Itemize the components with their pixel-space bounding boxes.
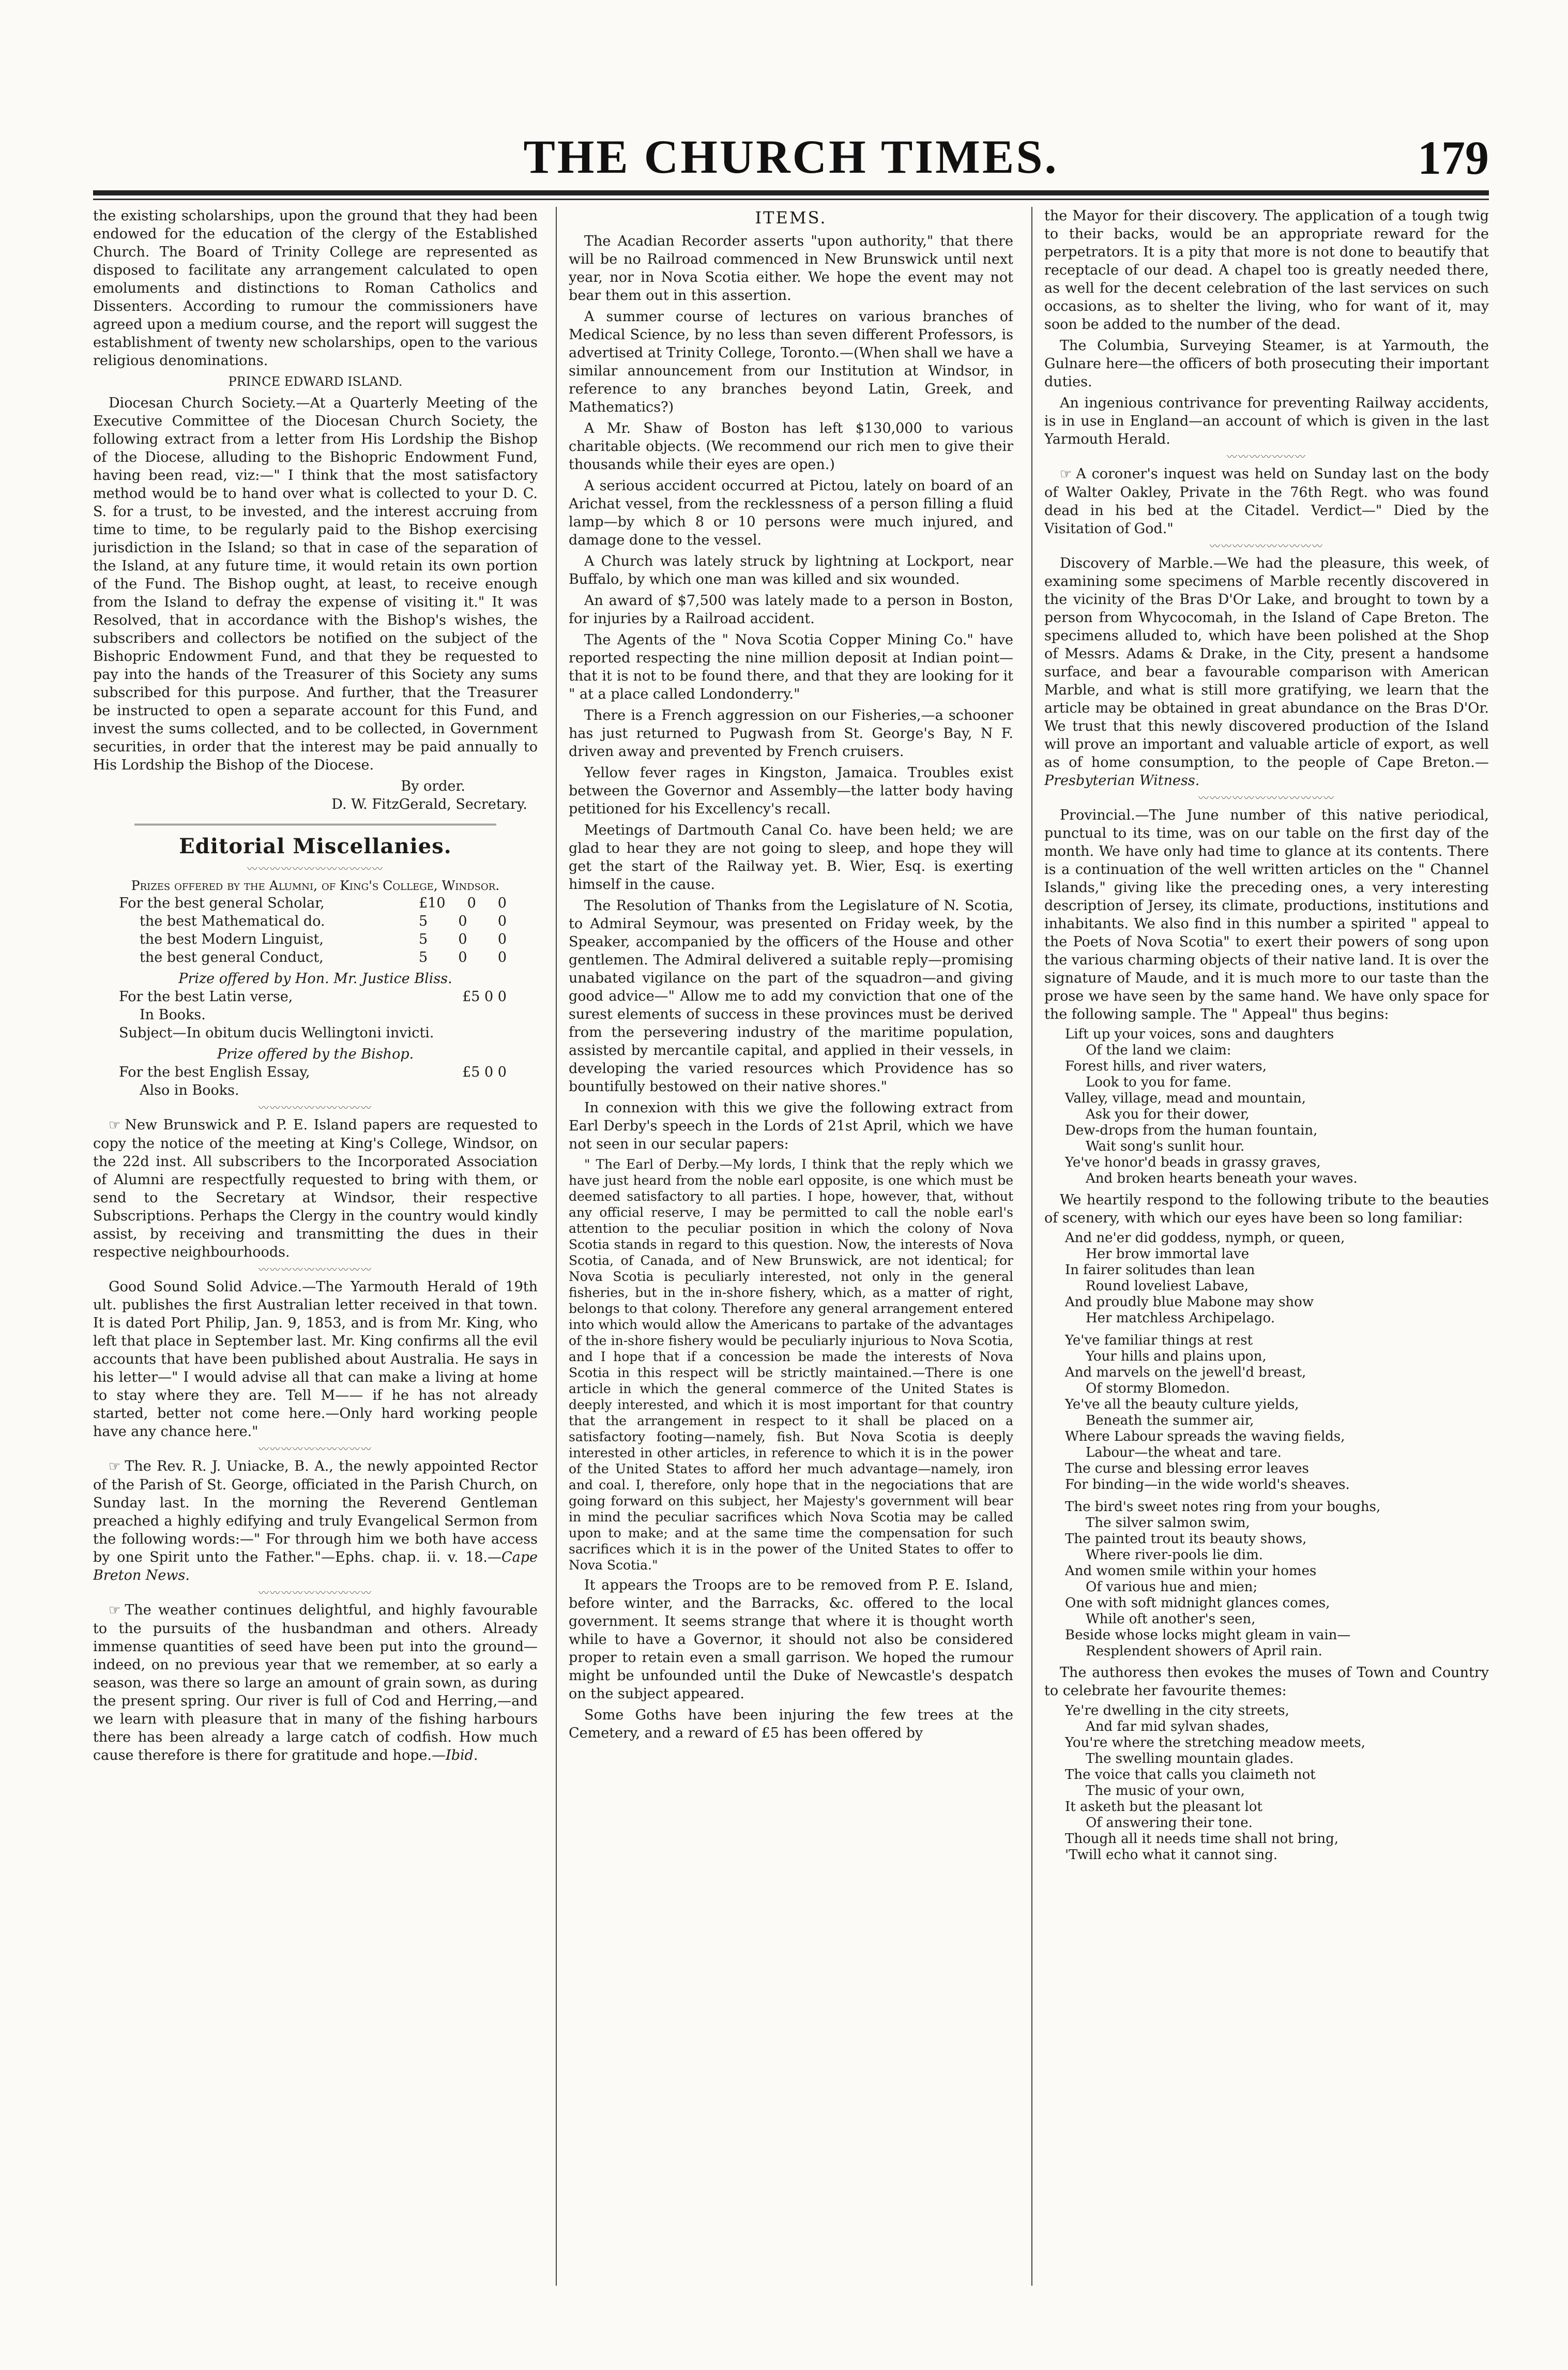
poem-line: Though all it needs time shall not bring, [1065,1831,1339,1847]
prize-label: the best Modern Linguist, [140,931,324,947]
ornament-wave: 〰〰〰〰〰〰〰〰〰〰 [258,1443,372,1455]
item-paragraph: An ingenious contrivance for preventing Railway accidents, is in use in England—an account of which is given in the last Yarmouth Herald. [1044,395,1489,447]
item-paragraph: An award of $7,500 was lately made to a person in Boston, for injuries by a Railroad accident. [569,593,1013,627]
ornament-wave: 〰〰〰〰〰〰〰〰〰〰〰〰 [247,863,384,875]
prize-row [93,948,538,967]
poem-line: Of answering their tone. [1086,1815,1253,1831]
poem-line: You're where the stretching meadow meets, [1065,1735,1366,1750]
prize-label: For the best English Essay, [119,1064,310,1080]
prize-amount-part: 0 [497,895,507,911]
ornament-wave: 〰〰〰〰〰〰〰〰〰〰 [1210,540,1323,552]
article-scholarships: the existing scholarships, upon the ground that they had been endowed for the education of the clergy of the Established Church. The Board of Trinity College are represented as disposed to facilitate any arrangement calculated to open emoluments and distinctions to Roman Catholics and Dissenters. According to rumour the commissioners have agreed upon a medium course, and the report will suggest the establishment of twenty new scholarships, open to the various religious denominations. [93,208,538,369]
poem-line: Forest hills, and river waters, [1065,1059,1267,1074]
article-provincial: Provincial.—The June number of this native periodical, punctual to its time, was on our table on the first day of the month. We have only had time to glance at its contents. There is a continuation of the well written articles on the " Channel Islands," giving like the preceding ones, a very interesting description of Jersey, its climate, productions, institutions and inhabitants. We also find in this number a spirited " appeal to the Poets of Nova Scotia" to exert their powers of song upon the various charming objects of their native land. It is over the signature of Maude, and it is much more to our taste than the prose we have seen by the same hand. We have only space for the following sample. The " Appeal" thus begins: [1044,807,1489,1022]
masthead-title: THE CHURCH TIMES. [523,130,1059,183]
poem-line: Of various hue and mien; [1086,1579,1258,1595]
prize-row [93,988,538,1006]
prize-amount-part: 5 [419,913,428,929]
poem-line: For binding—in the wide world's sheaves. [1065,1477,1350,1492]
prize-row [93,1063,538,1081]
ornament-wave: 〰〰〰〰〰〰〰〰〰〰〰〰 [1198,792,1335,804]
prize-amount-part: 0 [497,913,507,929]
item-paragraph: It appears the Troops are to be removed from P. E. Island, before winter, and the Barracks, &c. offered to the local government. It seems strange that where it is thought worth while to have a Governor, it should not also be considered proper to retain even a small garrison. We hoped the rumour might be unfounded until the Duke of Newcastle's despatch on the subject appeared. [569,1577,1013,1702]
article-uniacke: The Rev. R. J. Uniacke, B. A., the newly appointed Rector of the Parish of St. George, officiated in the Parish Church, on Sunday last. In the morning the Reverend Gentleman preached a highly edifying and truly Evangelical Sermon from the following words:—" For through him we both have access by one Spirit unto the Father."—Ephs. chap. ii. v. 18.— [93,1458,538,1565]
prize-amount-part: 0 [458,931,467,947]
pointing-hand-icon: ☞ [109,1603,121,1618]
prize-list [93,894,538,967]
prize-amount: £5 0 0 [462,989,507,1005]
poem-line: The music of your own, [1086,1783,1245,1799]
pointing-hand-icon: ☞ [1060,466,1072,482]
ornament-wave: 〰〰〰〰〰〰〰 [1227,450,1306,463]
poem-line [1065,1493,1489,1499]
item-paragraph: There is a French aggression on our Fisheries,—a schooner has just returned to Pugwash from St. George's Bay, N F. driven away and prevented by French cruisers. [569,707,1013,760]
pointing-hand-icon: ☞ [109,1118,121,1133]
prizes-heading: Prizes offered by the Alumni, of King's College, Windsor. [131,878,500,893]
by-order: By order. [401,778,465,794]
article-diocesan-society: Diocesan Church Society.—At a Quarterly Meeting of the Executive Committee of the Diocesan Church Society, the following extract from a letter from His Lordship the Bishop of the Diocese, alluding to the Bishopric Endowment Fund, having been read, viz:—" I think that the most satisfactory method would be to hand over what is collected to your D. C. S. for a trust, to be invested, and the interest accruing from time to time, to be regularly paid to the Bishop exercising jurisdiction in the Island; so that in case of the separation of the Island, at any future time, it would retain its own portion of the Fund. The Bishop ought, at least, to receive enough from the Island to defray the expense of visiting it." It was Resolved, that in accordance with the Bishop's wishes, the subscribers and collectors be notified on the subject of the Bishopric Endowment Fund, and that they be requested to pay into the hands of the Treasurer of this Society any sums subscribed for this purpose. And further, that the Treasurer be instructed to open a separate account for this Fund, and invest the sums collected, and to be collected, in Government securities, in order that the interest may be paid annually to His Lordship the Bishop of the Diocese. [93,395,538,773]
poem-line: Ask you for their dower, [1086,1107,1250,1122]
prize-note: In Books. [140,1007,206,1023]
secretary-signature: D. W. FitzGerald, Secretary. [331,796,527,812]
poem-line: And women smile within your homes [1065,1563,1317,1579]
section-heading-pei: PRINCE EDWARD ISLAND. [228,374,403,389]
prize-label: the best general Conduct, [140,949,324,965]
poem-appeal [1065,1027,1489,1187]
poem-line: Beneath the summer air, [1086,1413,1254,1428]
article-papers-notice: New Brunswick and P. E. Island papers are requested to copy the notice of the meeting at King's College, Windsor, on the 22d inst. All subscribers to the Incorporated Association of Alumni are respectfully requested to bring with them, or send to the Secretary at Windsor, their respective Subscriptions. Perhaps the Clergy in the country would kindly assist, by receiving and transmitting the dues in their respective neighbourhoods. [93,1117,538,1260]
poem-line: Labour—the wheat and tare. [1086,1445,1282,1460]
item-paragraph: A Church was lately struck by lightning at Lockport, near Buffalo, by which one man was killed and six wounded. [569,553,1013,587]
column-rule-2 [1031,207,1032,2286]
poem-line: While oft another's seen, [1086,1611,1256,1627]
prize-label: For the best Latin verse, [119,989,293,1005]
prize-row [93,912,538,930]
prize-amount-part: 0 [497,931,507,947]
prize-note: Also in Books. [140,1082,239,1098]
prize-amount-part: 0 [458,913,467,929]
prize-amount [419,912,507,930]
prize-amount [419,948,507,967]
poem-line: The swelling mountain glades. [1086,1751,1294,1767]
source-presbyterian-witness: Presbyterian Witness. [1044,773,1200,789]
divider [134,819,496,825]
prize-amount-part: 0 [497,949,507,965]
poem-line: Her brow immortal lave [1086,1246,1250,1262]
poem-line: Ye've honor'd beads in grassy graves, [1065,1155,1321,1170]
poem-line: Your hills and plains upon, [1086,1349,1267,1364]
poem-line: The bird's sweet notes ring from your boughs, [1065,1499,1381,1515]
poem-tribute [1065,1230,1489,1659]
article-coroner-inquest: A coroner's inquest was held on Sunday last on the body of Walter Oakley, Private in the 76th Regt. who was found dead in his bed at the Citadel. Verdict—" Died by the Visitation of God." [1044,466,1489,537]
poem-line: Of stormy Blomedon. [1086,1381,1230,1396]
prize-subject: Subject—In obitum ducis Wellingtoni invicti. [119,1025,434,1041]
masthead [93,129,1489,186]
item-paragraph: Yellow fever rages in Kingston, Jamaica. Troubles exist between the Governor and Assembly—the latter body having petitioned for his Excellency's recall. [569,765,1013,817]
ornament-wave: 〰〰〰〰〰〰〰〰〰〰 [258,1101,372,1114]
masthead-rule-thick [93,190,1489,195]
poem-line: The curse and blessing error leaves [1065,1461,1309,1476]
poem-line: The painted trout its beauty shows, [1065,1531,1307,1547]
poem-line: Ye've familiar things at rest [1065,1333,1253,1348]
poem-line: Where river-pools lie dim. [1086,1547,1263,1563]
poem-line: And proudly blue Mabone may show [1065,1294,1314,1310]
poem-line: Wait song's sunlit hour. [1086,1139,1245,1154]
poem-line: Valley, village, mead and mountain, [1065,1091,1306,1106]
poem-line: And broken hearts beneath your waves. [1086,1171,1358,1186]
poem-town-country [1065,1703,1489,1863]
ornament-wave: 〰〰〰〰〰〰〰〰〰〰 [258,1587,372,1599]
item-paragraph: A serious accident occurred at Pictou, lately on board of an Arichat vessel, from the recklessness of a person filling a fluid lamp—by which 8 or 10 persons were much injured, and damage done to the vessel. [569,478,1013,548]
item-paragraph: The Resolution of Thanks from the Legislature of N. Scotia, to Admiral Seymour, was presented on Friday week, by the Speaker, accompanied by the officers of the House and other gentlemen. The Admiral delivered a suitable reply—promising unabated vigilance on the part of the squadron—and giving good advice—" Allow me to add my conviction that one of the surest elements of success in these provinces must be derived from the persevering industry of the maritime population, assisted by mercantile capital, and applied in their vessels, in developing the varied resources which Providence has so bountifully bestowed on their native shores." [569,898,1013,1095]
poem-line: 'Twill echo what it cannot sing. [1065,1847,1278,1863]
poem-line: Dew-drops from the human fountain, [1065,1123,1318,1138]
item-paragraph: The Acadian Recorder asserts "upon authority," that there will be no Railroad commenced in New Brunswick until next year, nor in Nova Scotia either. We hope the event may not bear them out in this assertion. [569,233,1013,304]
poem-line: Look to you for fame. [1086,1075,1231,1090]
justice-bliss-prize: Prize offered by Hon. Mr. Justice Bliss. [178,971,452,987]
item-paragraph: Some Goths have been injuring the few trees at the Cemetery, and a reward of £5 has been offered by [569,1707,1013,1741]
column-3 [1044,207,1489,2275]
poem-line: Round loveliest Labave, [1086,1278,1249,1294]
item-paragraph: The Columbia, Surveying Steamer, is at Yarmouth, the Gulnare here—the officers of both prosecuting their important duties. [1044,338,1489,390]
prize-amount-part: £10 [419,895,446,911]
poem-line: Beside whose locks might gleam in vain— [1065,1627,1351,1643]
article-weather: The weather continues delightful, and highly favourable to the pursuits of the husbandman and others. Already immense quantities of seed have been put into the ground—indeed, on no previous year that we remember, at so early a season, was there so large an amount of grain sown, as during the present spring. Our river is full of Cod and Herring,—and we learn with pleasure that in many of the fishing harbours there has been already a large catch of codfish. How much cause therefore is there for gratitude and hope.— [93,1602,538,1763]
item-paragraph: Meetings of Dartmouth Canal Co. have been held; we are glad to hear they are not going to sleep, and hope they will get the start of the Railway yet. B. Wier, Esq. is exerting himself in the cause. [569,822,1013,893]
column-2 [569,207,1013,2275]
prize-amount-part: 0 [467,895,476,911]
section-heading-items: ITEMS. [755,208,827,228]
article-authoress: The authoress then evokes the muses of Town and Country to celebrate her favourite themes: [1044,1665,1489,1699]
poem-line: Resplendent showers of April rain. [1086,1643,1322,1659]
prize-row [93,930,538,948]
ornament-wave: 〰〰〰〰〰〰〰〰〰〰 [258,1263,372,1276]
article-discovery-of-marble: Discovery of Marble.—We had the pleasure, this week, of examining some specimens of Marble recently discovered in the vicinity of the Bras D'Or Lake, and brought to town by a person from Whycocomah, in the Island of Cape Breton. The specimens alluded to, which have been polished at the Shop of Messrs. Adams & Drake, in the City, present a handsome surface, and bear a favourable comparison with American Marble, and what is still more gratifying, we learn that the article may be obtained in great abundance on the Bras D'Or. We trust that this newly discovered production of the Island will prove an important and valuable article of export, as well as of home consumption, to the people of Cape Breton.— [1044,555,1489,771]
prize-amount-part: 5 [419,949,428,965]
poem-line: The voice that calls you claimeth not [1065,1767,1316,1783]
poem-line: Where Labour spreads the waving fields, [1065,1429,1345,1444]
item-paragraph: A summer course of lectures on various branches of Medical Science, by no less than seven different Professors, is advertised at Trinity College, Toronto.—(When shall we have a similar announcement from our Institution at Windsor, in reference to any branches beyond Latin, Greek, and Mathematics?) [569,309,1013,415]
section-heading-editorial: Editorial Miscellanies. [179,834,452,858]
poem-line: And marvels on the jewell'd breast, [1065,1365,1306,1380]
column-rule-1 [556,207,557,2286]
source-ibid: Ibid. [446,1747,478,1763]
prize-label: the best Mathematical do. [140,913,325,929]
poem-line: Ye've all the beauty culture yields, [1065,1397,1299,1412]
poem-line: In fairer solitudes than lean [1065,1262,1255,1278]
poem-line: It asketh but the pleasant lot [1065,1799,1262,1815]
poem-line [1065,1326,1489,1333]
poem-line: And far mid sylvan shades, [1086,1719,1269,1734]
prize-amount: £5 0 0 [462,1064,507,1080]
poem-line: And ne'er did goddess, nymph, or queen, [1065,1230,1345,1246]
article-tribute: We heartily respond to the following tribute to the beauties of scenery, with which our eyes have been so long familiar: [1044,1192,1489,1226]
poem-line: Ye're dwelling in the city streets, [1065,1703,1289,1718]
prize-amount [419,930,507,948]
prize-row [93,894,538,912]
pointing-hand-icon: ☞ [109,1459,121,1474]
item-paragraph: A Mr. Shaw of Boston has left $130,000 to various charitable objects. (We recommend our rich men to give their thousands while their eyes are open.) [569,420,1013,473]
item-paragraph: In connexion with this we give the following extract from Earl Derby's speech in the Lords of 21st April, which we have not seen in our secular papers: [569,1100,1013,1152]
poem-line: Her matchless Archipelago. [1086,1310,1275,1326]
item-paragraph: the Mayor for their discovery. The application of a tough twig to their backs, would be an appropriate reward for the perpetrators. It is a pity that more is not done to beautify that receptacle of our dead. A chapel too is greatly needed there, as well for the decent celebration of the last services on such occasions, as to shelter the living, who for want of it, may soon be added to the number of the dead. [1044,208,1489,333]
poem-line: The silver salmon swim, [1086,1515,1250,1531]
prize-amount-part: 0 [458,949,467,965]
bishop-prize: Prize offered by the Bishop. [217,1046,414,1062]
article-good-advice: Good Sound Solid Advice.—The Yarmouth Herald of 19th ult. publishes the first Australian letter received in that town. It is dated Port Philip, Jan. 9, 1853, and is from Mr. King, who left that place in September last. Mr. King confirms all the evil accounts that have been published about Australia. He says in his letter—" I would advise all that can make a living at home to stay where they are. Tell M—— if he has not already started, better not come here.—Only hard working people have any chance here." [93,1279,538,1440]
poem-line: One with soft midnight glances comes, [1065,1595,1330,1611]
prize-amount-part: 5 [419,931,428,947]
masthead-rule-thin [93,199,1489,200]
item-paragraph: The Agents of the " Nova Scotia Copper Mining Co." have reported respecting the nine million deposit at Indian point—that it is not to be found there, and that they are looking for it " at a place called Londonderry." [569,632,1013,702]
poem-line: Lift up your voices, sons and daughters [1065,1027,1334,1042]
prize-amount [419,894,507,912]
source-cape-breton-news: Cape Breton News. [93,1549,538,1583]
page-number: 179 [1418,131,1489,184]
column-1 [93,207,538,2275]
poem-line: Of the land we claim: [1086,1043,1231,1058]
derby-speech-quote: " The Earl of Derby.—My lords, I think that the reply which we have just heard from the noble earl opposite, is one which must be deemed satisfactory to all parties. I hope, however, that, without any official reserve, I may be permitted to call the noble earl's attention to the peculiar position in which the colony of Nova Scotia stands in regard to this question. Now, the interests of Nova Scotia, of Canada, and of New Brunswick, are not identical; for Nova Scotia is peculiarly interested, not only in the general fisheries, but in the in-shore fishery, which, as a matter of right, belongs to that colony. Therefore any general arrangement entered into which would allow the Americans to partake of the advantages of the in-shore fishery would be peculiarly injurious to Nova Scotia, and I hope that if a concession be made the interests of Nova Scotia in this respect will be strictly maintained.—There is one article in which the general commerce of the United States is deeply interested, and which it is most important for that country that the arrangement in respect to it shall be placed on a satisfactory footing—namely, fish. But Nova Scotia is deeply interested in other articles, in reference to which it is in the power of the United States to afford her much advantage—namely, iron and coal. I, therefore, only hope that in the negociations that are going forward on this subject, her Majesty's government will bear in mind the peculiar sacrifices which Nova Scotia may be called upon to make; and at the same time the compensation for such sacrifices which it is in the power of the United States to offer to Nova Scotia." [569,1157,1013,1573]
prize-label: For the best general Scholar, [119,895,325,911]
